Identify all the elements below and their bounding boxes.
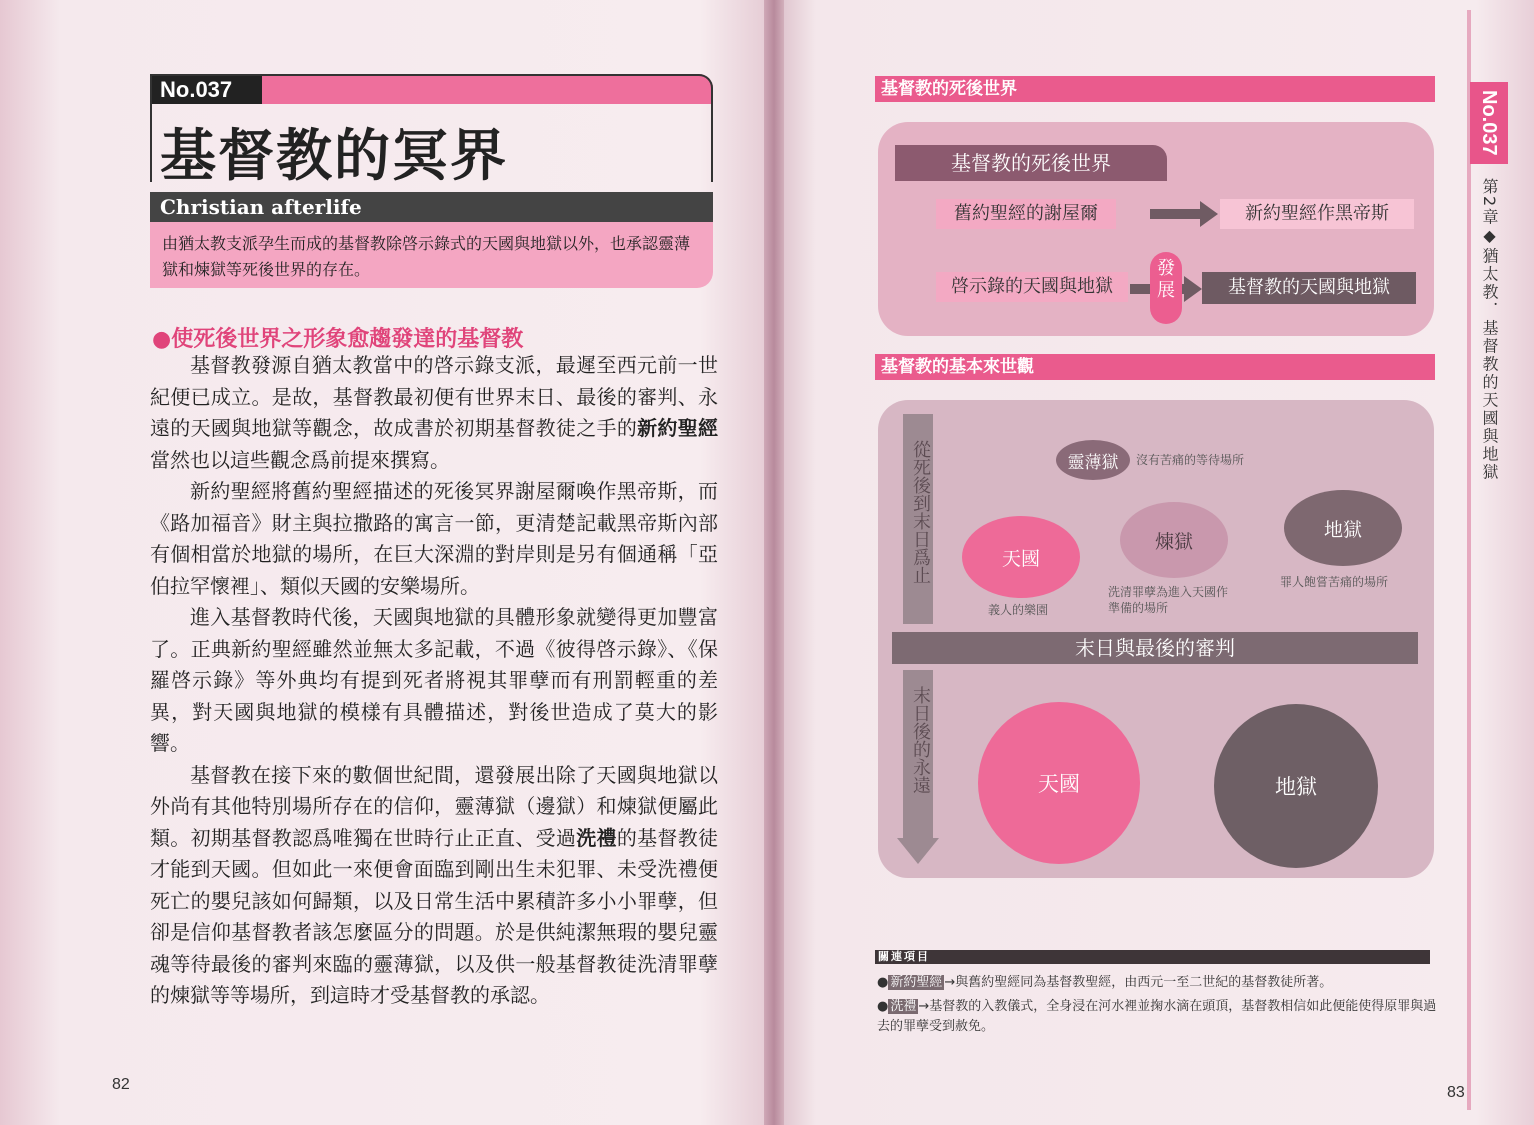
- arrow-1-head: [1200, 201, 1218, 227]
- apocalypse-heaven-hell: 啓示錄的天國與地獄: [936, 272, 1128, 302]
- paragraph-1-text-a: 基督教發源自猶太教當中的啓示錄支派，最遲至西元前一世紀便已成立。是故，基督教最初便有世界末日、最後的審判、永遠的天國與地獄等觀念，故成書於初期基督教徒之手的: [150, 353, 718, 440]
- gloss1-text: →與舊約聖經同為基督教聖經，由西元一至二世紀的基督教徒所著。: [944, 975, 1333, 990]
- hell-desc: 罪人飽嘗苦痛的場所: [1280, 575, 1389, 589]
- section1-bar: 基督教的死後世界: [875, 76, 1435, 102]
- side-tab-number: No.037: [1470, 82, 1508, 164]
- limbo-circle: 靈薄獄: [1056, 440, 1130, 480]
- glossary-bar: [875, 950, 1430, 964]
- paragraph-1-text-b: 當然也以這些觀念爲前提來撰寫。: [150, 447, 450, 472]
- summary-box: 由猶太教支派孕生而成的基督教除啓示錄式的天國與地獄以外，也承認靈薄獄和煉獄等死後世界的存在。: [150, 222, 713, 288]
- entry-number: No.037: [152, 76, 262, 104]
- upper-axis-label: 從死後到末日爲止: [910, 440, 931, 584]
- paragraph-2: 新約聖經將舊約聖經描述的死後冥界謝屋爾喚作黑帝斯，而《路加福音》財主與拉撒路的寓言一節，更清楚記載黑帝斯內部有個相當於地獄的場所，在巨大深淵的對岸則是另有個通稱「亞伯拉罕懷裡」、類似天國的安樂場所。: [150, 479, 718, 598]
- hell-circle: 地獄: [1284, 490, 1402, 566]
- new-testament-hades: 新約聖經作黑帝斯: [1220, 199, 1414, 229]
- gloss1-term: 新約聖經: [890, 975, 943, 990]
- develop-badge: 發展: [1150, 252, 1182, 324]
- christian-heaven-hell: 基督教的天國與地獄: [1202, 272, 1416, 304]
- old-testament-sheol: 舊約聖經的謝屋爾: [936, 199, 1116, 229]
- page-title: 基督教的冥界: [160, 124, 508, 189]
- lower-axis-arrow-head: [897, 838, 939, 864]
- book-gutter: [764, 0, 784, 1125]
- page-number-right: 83: [1447, 1084, 1465, 1101]
- english-subtitle: Christian afterlife: [150, 192, 713, 222]
- final-heaven-circle: 天國: [978, 702, 1140, 864]
- paragraph-4-text-b: 的基督教徒才能到天國。但如此一來便會面臨到剛出生未犯罪、未受洗禮便死亡的嬰兒該如何歸類，以及日常生活中累積許多小小罪孽，但卻是信仰基督教者該怎麼區分的問題。於是供純潔無瑕的嬰兒靈魂等待最後的審判來臨的靈薄獄，以及供一般基督教徒洗清罪孽的煉獄等等場所，到這時才受基督教的承認。: [150, 825, 719, 1007]
- arrow-1: [1150, 209, 1202, 219]
- purgatory-desc: 洗清罪孽為進入天國作準備的場所: [1108, 585, 1229, 615]
- paragraph-1: [150, 350, 718, 476]
- section-heading: ●使死後世界之形象愈趨發達的基督教: [152, 327, 524, 352]
- heaven-circle: 天國: [962, 516, 1080, 598]
- side-chapter-title: 第2章◆猶太教．基督教的天國與地獄: [1480, 178, 1499, 482]
- gloss2-text: →基督教的入教儀式，全身浸在河水裡並掬水滴在頭頂，基督教相信如此便能使得原罪與過去的罪孽受到赦免。: [877, 999, 1437, 1034]
- paragraph-3: 進入基督教時代後，天國與地獄的具體形象就變得更加豐富了。正典新約聖經雖然並無太多記載，不過《彼得啓示錄》、《保羅啓示錄》等外典均有提到死者將視其罪孽而有刑罰輕重的差異，對天國與地獄的模樣有具體描述，對後世造成了莫大的影響。: [150, 605, 718, 755]
- lower-axis-label: 末日後的永遠: [910, 686, 931, 794]
- purgatory-circle: 煉獄: [1120, 502, 1228, 578]
- paragraph-4: [150, 760, 718, 1012]
- glossary-item-2: ● 洗禮 →基督教的入教儀式，全身浸在河水裡並掬水滴在頭頂，基督教相信如此便能使得原罪與過去的罪孽受到赦免。: [877, 999, 1437, 1034]
- diagram1-header: 基督教的死後世界: [895, 145, 1167, 181]
- side-line: [1467, 10, 1471, 1110]
- body-text: [150, 350, 718, 1012]
- heaven-desc: 義人的樂園: [988, 603, 1049, 617]
- final-hell-circle: 地獄: [1214, 704, 1378, 868]
- page-number-left: 82: [112, 1076, 130, 1093]
- term-new-testament: 新約聖經: [637, 416, 719, 440]
- limbo-desc: 沒有苦痛的等待場所: [1136, 453, 1245, 467]
- glossary-item-1: ● 新約聖經 →與舊約聖經同為基督教聖經，由西元一至二世紀的基督教徒所著。: [877, 975, 1333, 990]
- paragraph-4-text-a: 基督教在接下來的數個世紀間，還發展出除了天國與地獄以外尚有其他特別場所存在的信仰，靈薄獄（邊獄）和煉獄便屬此類。初期基督教認爲唯獨在世時行止正直、受過: [150, 762, 718, 850]
- glossary-heading: 關連項目: [878, 950, 930, 963]
- section2-bar: 基督教的基本來世觀: [875, 354, 1435, 380]
- gloss2-term: 洗禮: [890, 999, 917, 1014]
- arrow-2-head: [1184, 276, 1202, 302]
- final-judgment-bar: 末日與最後的審判: [892, 632, 1418, 664]
- term-baptism: 洗禮: [576, 825, 617, 850]
